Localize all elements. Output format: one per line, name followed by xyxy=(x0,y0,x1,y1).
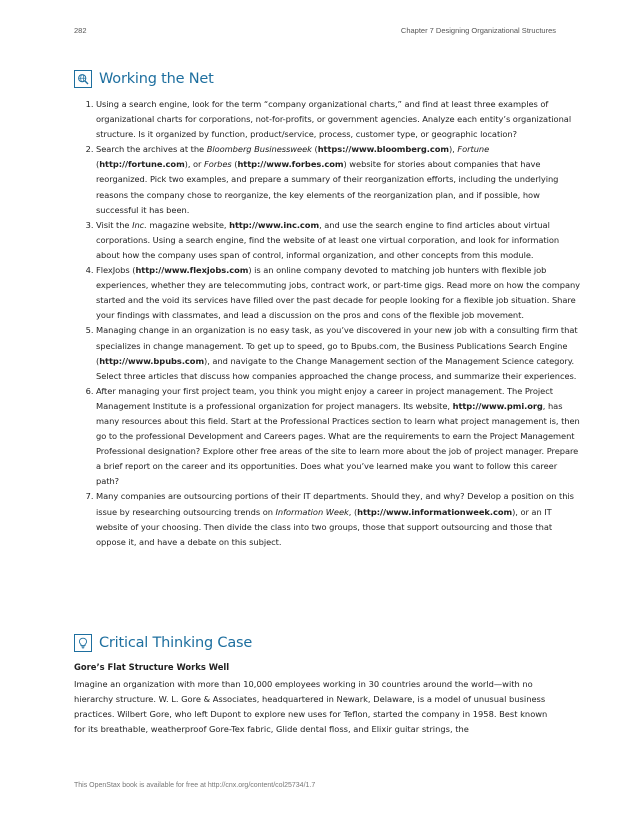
url-link[interactable]: http://www.flexjobs.com xyxy=(135,265,249,276)
chapter-header: Chapter 7 Designing Organizational Structures xyxy=(400,26,556,35)
item-text: ), xyxy=(449,144,458,155)
case-paragraph: Imagine an organization with more than 10,000 employees working in 30 countries around the world—with no hierarchy structure. W. L. Gore & Associates, headquartered in Newark, Delaware, is a model of unusual business practices. Wilbert Gore, who left Dupont to explore new uses for Teflon, started the company in 1958. Best known for its breathable, weatherproof Gore-Tex fabric, Glide dental floss, and Elixir guitar strings, the xyxy=(74,679,548,735)
item-text: , ( xyxy=(348,506,358,517)
case-subtitle: Gore’s Flat Structure Works Well xyxy=(74,662,230,672)
publication-name: Bloomberg Businessweek xyxy=(206,144,312,155)
list-item xyxy=(96,263,582,323)
url-link[interactable]: http://www.bpubs.com xyxy=(99,355,205,366)
item-text: , and use the search engine to find articles about virtual corporations. Using a search engine, find the website of at least one virtual corporation, and look for information about how the company uses span of control, informal organization, and other concepts from this module. xyxy=(96,219,560,260)
url-link[interactable]: http://www.forbes.com xyxy=(237,159,344,170)
globe-search-icon xyxy=(74,70,92,88)
publication-name: Forbes xyxy=(204,159,232,170)
item-text: , has many resources about this field. Start at the Professional Practices section to learn what project management is, then go to the professional Development and Careers pages. What are the requirements to earn the Project Management Professional designation? Explore other free areas of the site to learn more about the job of project manager. Prepare a brief report on the career and its opportunities. Does what you’ve learned make you want to follow this career path? xyxy=(96,400,580,487)
list-item xyxy=(96,218,582,263)
working-net-heading xyxy=(74,70,214,88)
item-text: ), and navigate to the Change Management section of the Management Science category. Select three articles that discuss how companies approached the change process, and summarize their experiences. xyxy=(96,355,577,381)
publication-name: Information Week xyxy=(275,506,349,517)
publication-name: Inc. xyxy=(132,219,147,230)
list-item xyxy=(96,142,582,217)
url-link[interactable]: http://www.informationweek.com xyxy=(357,506,513,517)
item-text: ) is an online company devoted to matching job hunters with flexible job experiences, whether they are telecommuting jobs, contract work, or part-time gigs. Read more on how the company started and the void its services have filled over the past decade for people looking for a flexible job situation. Share your findings with classmates, and lead a discussion on the pros and cons of the flexible job movement. xyxy=(96,265,581,321)
item-text: Many companies are outsourcing portions of their IT departments. Should they, and why? Develop a position on this issue by researching outsourcing trends on xyxy=(96,491,574,517)
list-item xyxy=(96,384,582,490)
item-text: Visit the xyxy=(96,219,133,230)
url-link[interactable]: http://www.inc.com xyxy=(229,219,320,230)
url-link[interactable]: http://fortune.com xyxy=(99,159,185,170)
working-net-title: Working the Net xyxy=(99,71,214,87)
list-item xyxy=(96,323,582,383)
item-text: ), or an IT website of your choosing. Then divide the class into two groups, those that support outsourcing and those that oppose it, and have a debate on this subject. xyxy=(96,506,553,547)
url-link[interactable]: http://www.pmi.org xyxy=(452,400,543,411)
list-item xyxy=(96,97,582,142)
publication-name: Fortune xyxy=(457,144,490,155)
footer-note: This OpenStax book is available for free at http://cnx.org/content/col25734/1.7 xyxy=(74,782,316,789)
item-text: ( xyxy=(311,144,318,155)
critical-case-title: Critical Thinking Case xyxy=(99,635,253,651)
item-text: magazine website, xyxy=(146,219,230,230)
item-text: Managing change in an organization is no easy task, as you’ve discovered in your new job with a consulting firm that specializes in change management. To get up to speed, go to Bpubs.com, the Business Publications Search Engine ( xyxy=(96,325,578,366)
list-item xyxy=(96,489,582,549)
working-net-list xyxy=(74,97,582,550)
item-text: Search the archives at the xyxy=(96,144,207,155)
critical-case-heading xyxy=(74,634,252,652)
url-link[interactable]: https://www.bloomberg.com xyxy=(317,144,449,155)
item-text: ), or xyxy=(184,159,205,170)
item-text: ) website for stories about companies that have reorganized. Pick two examples, and prepare a summary of their reorganization efforts, including the underlying reasons the company chose to reorganize, the key elements of the reorganization plan, and if possible, how successful it has been. xyxy=(96,159,559,215)
item-text: Using a search engine, look for the term “company organizational charts,” and find at least three examples of organizational charts for corporations, not-for-profits, or government agencies. Analyze each entity’s organizational structure. Is it organized by function, product/service, process, customer type, or geographic location? xyxy=(96,99,572,140)
page-number: 282 xyxy=(74,26,87,35)
item-text: FlexJobs ( xyxy=(96,265,136,276)
item-text: ( xyxy=(96,159,100,170)
item-text: After managing your first project team, you think you might enjoy a career in project management. The Project Management Institute is a professional organization for project managers. Its website, xyxy=(96,385,553,411)
lightbulb-icon xyxy=(74,634,92,652)
item-text: ( xyxy=(231,159,238,170)
